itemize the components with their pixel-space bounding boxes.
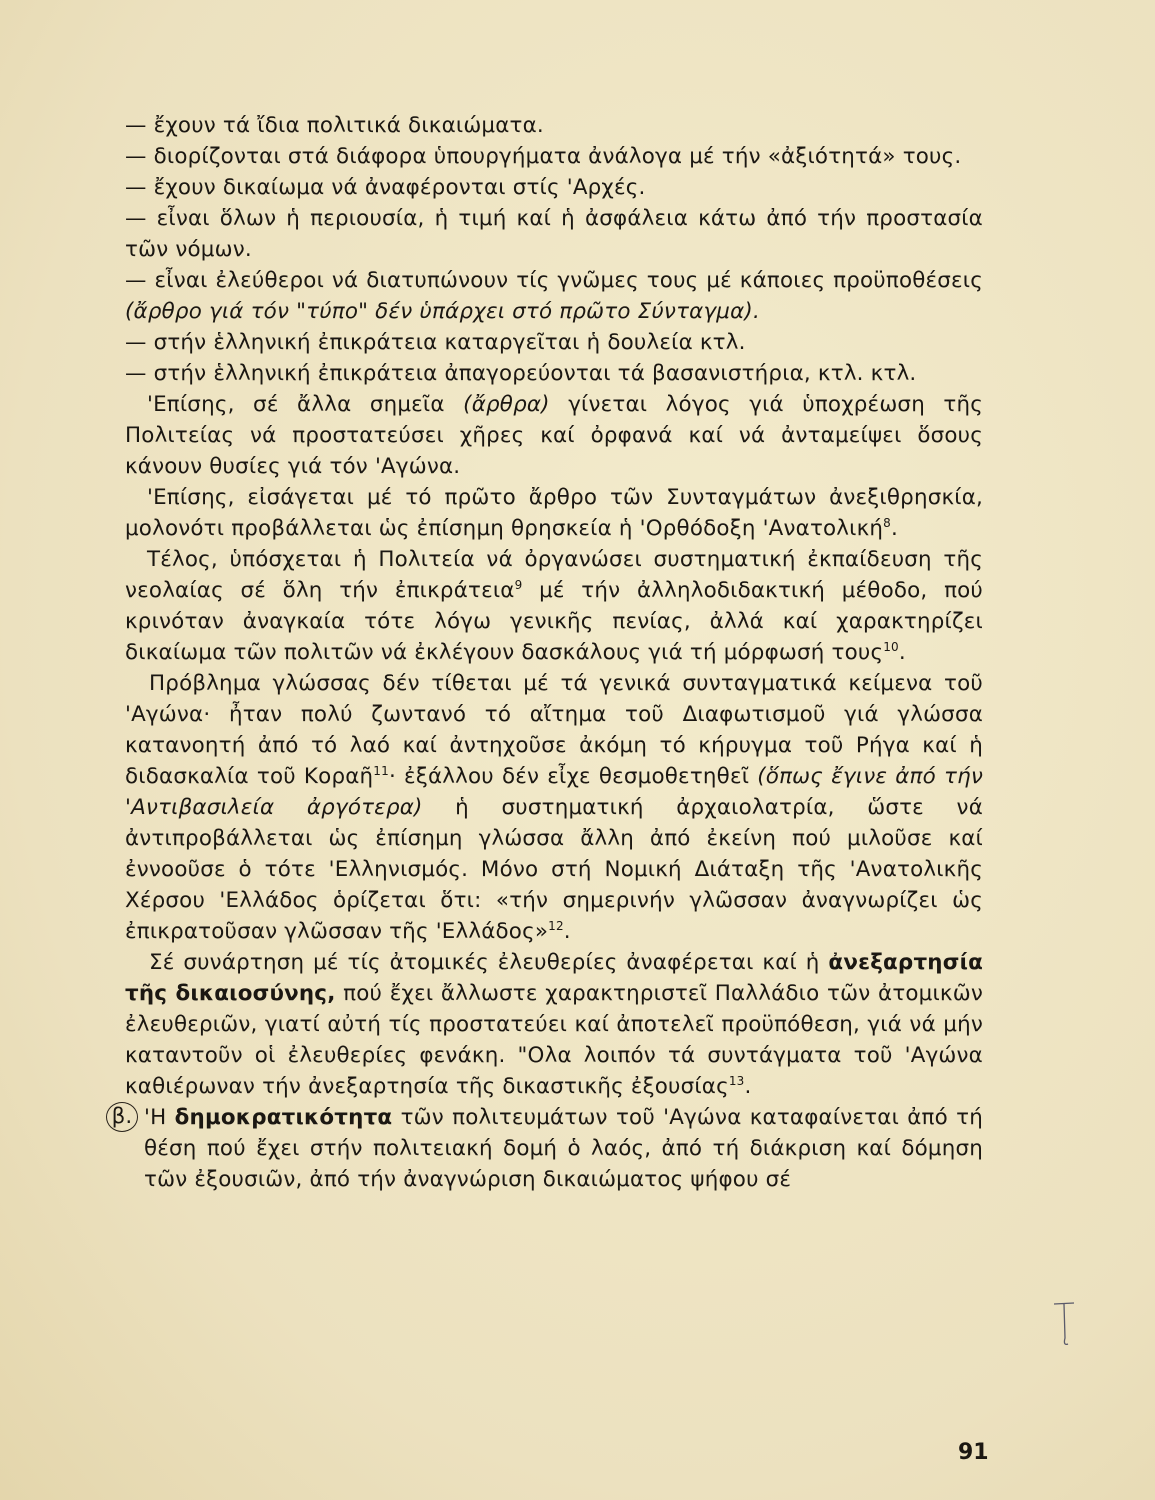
footnote-ref: 8: [883, 515, 892, 530]
paragraph: [125, 482, 983, 544]
text-run: 'Η: [144, 1105, 167, 1130]
text-run: τῶν πολιτευμάτων τοῦ 'Αγώνα καταφαίνεται ἀπό τή θέση πού ἔχει στήν πολιτειακή δομή ὁ λαός, ἀπό τή διάκριση καί δόμηση τῶν ἐξουσιῶν, ἀπό τήν ἀναγνώριση δικαιώματος ψήφου σέ: [144, 1105, 984, 1192]
paragraph: [125, 544, 983, 668]
page-number: 91: [958, 1440, 989, 1465]
paragraph: [125, 947, 983, 1102]
footnote-ref: 11: [373, 763, 389, 778]
pencil-mark-icon: [1052, 1300, 1076, 1350]
bold-term: δημοκρατικότητα: [174, 1105, 393, 1130]
footnote-ref: 13: [728, 1073, 745, 1088]
text-run: .: [563, 919, 571, 944]
list-item: — ἔχουν δικαίωμα νά ἀναφέρονται στίς 'Αρχές.: [125, 175, 646, 200]
text-run: · ἐξάλλου δέν εἶχε θεσμοθετηθεῖ: [388, 764, 750, 789]
footnote-ref: 12: [548, 918, 564, 933]
footnote-ref: 10: [883, 639, 899, 654]
list-item: [125, 265, 983, 327]
paragraph: [111, 1102, 984, 1195]
list-item: — ἔχουν τά ἴδια πολιτικά δικαιώματα.: [125, 113, 544, 138]
italic-note: (ὅπως ἔγινε ἀπό τήν 'Αντιβασιλεία ἀργότερα): [125, 764, 983, 820]
paragraph: [125, 389, 983, 482]
footnote-ref: 9: [514, 577, 523, 592]
text-run: πού ἔχει ἄλλωστε χαρακτηριστεῖ Παλλάδιο τῶν ἀτομικῶν ἐλευθεριῶν, γιατί αὐτή τίς προστατεύει καί ἀποτελεῖ προϋπόθεση, γιά νά μήν καταντοῦν οἱ ἐλευθερίες φενάκη. "Ολα λοιπόν τά συντάγματα τοῦ 'Αγώνα καθιέρωναν τήν ἀνεξαρτησία τῆς δικαστικῆς ἐξουσίας: [125, 981, 984, 1099]
text-run: 'Επίσης, εἰσάγεται μέ τό πρῶτο ἄρθρο τῶν Συνταγμάτων ἀνεξιθρησκία, μολονότι προβάλλεται ὡς ἐπίσημη θρησκεία ἡ 'Ορθόδοξη 'Ανατολική: [125, 485, 983, 541]
italic-note: (ἄρθρο γιά τόν "τύπο" δέν ὑπάρχει στό πρῶτο Σύνταγμα).: [125, 299, 760, 324]
text-run: 'Επίσης, σέ ἄλλα σημεῖα: [147, 392, 445, 417]
list-item: — στήν ἑλληνική ἐπικράτεια καταργεῖται ἡ δουλεία κτλ.: [125, 330, 746, 355]
italic-note: (ἄρθρα): [463, 392, 550, 417]
text-run: γίνεται λόγος γιά ὑποχρέωση τῆς Πολιτείας νά προστατεύσει χῆρες καί ὀρφανά καί νά ἀνταμείψει ὅσους κάνουν θυσίες γιά τόν 'Αγώνα.: [125, 392, 984, 479]
text-run: .: [891, 516, 899, 541]
text-run: Σέ συνάρτηση μέ τίς ἀτομικές ἐλευθερίες ἀναφέρεται καί ἡ: [149, 950, 820, 975]
text-run: Τέλος, ὑπόσχεται ἡ Πολιτεία νά ὀργανώσει συστηματική ἐκπαίδευση τῆς νεολαίας σέ ὅλη τήν ἐπικράτεια: [125, 547, 983, 603]
text-run: .: [744, 1074, 752, 1099]
text-run: — εἶναι ἐλεύθεροι νά διατυπώνουν τίς γνῶμες τους μέ κάποιες προϋποθέσεις: [125, 268, 983, 293]
section-marker: β.: [106, 1102, 138, 1132]
text-run: .: [898, 640, 906, 665]
list-item: — στήν ἑλληνική ἐπικράτεια ἀπαγορεύονται τά βασανιστήρια, κτλ. κτλ.: [125, 361, 917, 386]
bold-term: ἀνεξαρτησία τῆς δικαιοσύνης,: [125, 950, 984, 1006]
text-run: ἡ συστηματική ἀρχαιολατρία, ὥστε νά ἀντιπροβάλλεται ὡς ἐπίσημη γλώσσα ἄλλη ἀπό ἐκείνη πού μιλοῦσε καί ἐννοοῦσε ὁ τότε 'Ελληνισμός. Μόνο στή Νομική Διάταξη τῆς 'Ανατολικῆς Χέρσου 'Ελλάδος ὁρίζεται ὅτι: «τήν σημερινήν γλῶσσαν ἀναγνωρίζει ὡς ἐπικρατοῦσαν γλῶσσαν τῆς 'Ελλάδος»: [125, 795, 983, 944]
body-text: [111, 110, 984, 1195]
text-run: μέ τήν ἀλληλοδιδακτική μέθοδο, πού κρινόταν ἀναγκαία τότε λόγω γενικῆς πενίας, ἀλλά καί χαρακτηρίζει δικαίωμα τῶν πολιτῶν νά ἐκλέγουν δασκάλους γιά τή μόρφωσή τους: [125, 578, 984, 665]
paragraph: [125, 668, 983, 947]
list-item: — διορίζονται στά διάφορα ὑπουργήματα ἀνάλογα μέ τήν «ἀξιότητά» τους.: [125, 144, 962, 169]
list-item: — εἶναι ὅλων ἡ περιουσία, ἡ τιμή καί ἡ ἀσφάλεια κάτω ἀπό τήν προστασία τῶν νόμων.: [125, 206, 983, 262]
text-run: Πρόβλημα γλώσσας δέν τίθεται μέ τά γενικά συνταγματικά κείμενα τοῦ 'Αγώνα· ἦταν πολύ ζωντανό τό αἴτημα τοῦ Διαφωτισμοῦ γιά γλώσσα κατανοητή ἀπό τό λαό καί ἀντηχοῦσε ἀκόμη τό κήρυγμα τοῦ Ρήγα καί ἡ διδασκαλία τοῦ Κοραῆ: [125, 671, 983, 789]
